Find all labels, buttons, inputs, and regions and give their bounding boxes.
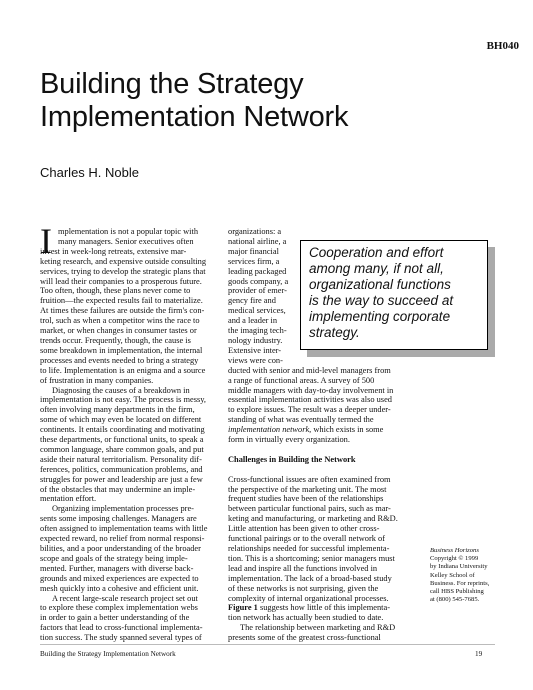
col1-line: many managers. Senior executives often bbox=[58, 236, 194, 246]
col2-line: between particular functional pairs, such as mar- bbox=[228, 504, 391, 514]
footer-rule bbox=[40, 644, 495, 645]
col1-line: Diagnosing the causes of a breakdown in bbox=[52, 385, 190, 395]
col2-line: presents some of the greatest cross-functional bbox=[228, 633, 381, 643]
col1-line: in order to gain a better understanding of the bbox=[40, 613, 190, 623]
pull-quote-line: strategy. bbox=[309, 325, 360, 340]
figure-reference: Figure 1 bbox=[228, 603, 258, 613]
col1-line: Organizing implementation processes pre- bbox=[52, 504, 194, 514]
col1-line: of the obstacles that may undermine an imple- bbox=[40, 484, 196, 494]
col1-line: factors that lead to cross-functional implementa- bbox=[40, 623, 203, 633]
col2-line: leading packaged bbox=[228, 266, 287, 276]
col2-line: functional pairings or to the overall network of bbox=[228, 534, 385, 544]
col2-line: relationships needed for successful implementa- bbox=[228, 544, 390, 553]
col2-line: Figure 1 suggests how little of this implementa- bbox=[228, 603, 390, 613]
spacer bbox=[228, 465, 408, 475]
col1-line: to life. Implementation is an enigma and a source bbox=[40, 365, 206, 375]
sidebar-line: Kelley School of bbox=[430, 571, 475, 579]
col1-line: often assigned to implementation teams with little bbox=[40, 524, 208, 534]
col1-line: Too often, though, these plans never come to bbox=[40, 286, 191, 296]
col1-line: aside their natural territorialism. Personality dif- bbox=[40, 454, 202, 464]
col1-line: implementation is not easy. The process is messy, bbox=[40, 395, 206, 405]
document-code: BH040 bbox=[486, 40, 519, 52]
col2-line: provider of emer- bbox=[228, 286, 287, 296]
col2-line: a range of functional areas. A survey of 500 bbox=[228, 375, 375, 385]
col1-line: will lead their companies to a prosperous future. bbox=[40, 276, 202, 286]
author-name: Charles H. Noble bbox=[40, 165, 139, 180]
col2-line: keting and manufacturing, or marketing and R&D. bbox=[228, 514, 398, 524]
sidebar-line: at (800) 545-7685. bbox=[430, 596, 480, 604]
col2-line: national airline, a bbox=[228, 236, 287, 246]
col1-line: keting research, and expensive outside consulting bbox=[40, 256, 207, 266]
col2-line: standing of what was eventually termed the bbox=[228, 415, 374, 425]
col2-line: Cross-functional issues are often examined from bbox=[228, 474, 391, 484]
col1-line: grounds and mixed experiences are expected to bbox=[40, 573, 199, 583]
col2-line: organizations: a bbox=[228, 227, 282, 236]
col2-line: The relationship between marketing and R&D bbox=[240, 623, 396, 633]
col1-line: market, or when changes in consumer tastes or bbox=[40, 326, 197, 336]
col2-line: nology industry. bbox=[228, 335, 283, 345]
col2-line: form in virtually every organization. bbox=[228, 435, 350, 445]
sidebar-journal: Business Horizons bbox=[430, 547, 479, 554]
col1-line: fruition—the expected results fail to materialize. bbox=[40, 296, 203, 306]
col2-line: tion network has actually been studied to date. bbox=[228, 613, 384, 623]
italic-term: implementation network, bbox=[228, 425, 312, 435]
col2-line: ducted with senior and mid-level managers from bbox=[228, 365, 391, 375]
col1-line: some breakdown in implementation, the internal bbox=[40, 345, 203, 355]
col1-line: mentation effort. bbox=[40, 494, 97, 504]
col2-line: of these networks is not surprising, given the bbox=[228, 583, 379, 593]
running-footer: Building the Strategy Implementation Network bbox=[40, 650, 176, 658]
col2-line: views were con- bbox=[228, 355, 283, 365]
col2-line: lead and inspire all the functions involved in bbox=[228, 563, 378, 573]
pull-quote bbox=[300, 240, 488, 350]
col1-line: bilities, and a poor understanding of the broader bbox=[40, 544, 201, 553]
col2-line: the perspective of the marketing unit. The most bbox=[228, 484, 387, 494]
col1-line: processes and events needed to bring a strategy bbox=[40, 355, 199, 365]
col1-line: common language, share common goals, and put bbox=[40, 444, 204, 454]
col1-line: mesh quickly into a cohesive and efficient unit. bbox=[40, 583, 199, 593]
col2-line: middle managers with day-to-day involvement in bbox=[228, 385, 394, 395]
col1-line: mented. Further, managers with diverse back- bbox=[40, 563, 194, 573]
col2-line: the imaging tech- bbox=[228, 326, 287, 336]
page-number: 19 bbox=[475, 650, 483, 658]
col2-line: implementation network, which exists in some bbox=[228, 425, 384, 435]
article-title bbox=[40, 68, 348, 134]
sidebar-line: Business. For reprints, bbox=[430, 579, 490, 587]
body-column-1 bbox=[40, 221, 220, 643]
col1-line: of frustration in many companies. bbox=[40, 375, 154, 385]
pull-quote-line: implementing corporate bbox=[309, 309, 451, 324]
col2-line: goods company, a bbox=[228, 276, 289, 286]
col1-line: mplementation is not a popular topic with bbox=[58, 227, 199, 236]
col2-line: Extensive inter- bbox=[228, 345, 282, 355]
pull-quote-line: among many, if not all, bbox=[309, 261, 444, 276]
section-heading: Challenges in Building the Network bbox=[228, 454, 356, 464]
col1-line: At times these failures are outside the firm's con- bbox=[40, 306, 205, 316]
col1-line: some of which may even be located on different bbox=[40, 415, 202, 425]
col2-line: complexity of internal organizational processes. bbox=[228, 593, 389, 603]
col1-line: struggles for power and leadership are just a few bbox=[40, 474, 203, 484]
col1-line: A recent large-scale research project set out bbox=[52, 593, 198, 603]
col1-line: often involving many departments in the firm, bbox=[40, 405, 195, 415]
col2-line: implementation. The lack of a broad-based study bbox=[228, 573, 392, 583]
col1-line: continents. It entails coordinating and motivating bbox=[40, 425, 205, 435]
copyright-sidebar bbox=[430, 547, 520, 604]
col1-line: ferences, politics, communication problems, and bbox=[40, 464, 203, 474]
col1-line: tion success. The study spanned several types of bbox=[40, 633, 202, 643]
col2-line: essential implementation activities was also used bbox=[228, 395, 392, 405]
title-line-2: Implementation Network bbox=[40, 101, 349, 133]
col2-line: frequent studies have been of the relationships bbox=[228, 494, 384, 504]
col1-line: trends occur. Frequently, though, the cause is bbox=[40, 335, 191, 345]
col1-line: these departments, or functional units, to speak a bbox=[40, 435, 204, 445]
col2-line: tion. This is a shortcoming; senior managers must bbox=[228, 553, 395, 563]
col1-line: sents some imposing challenges. Managers are bbox=[40, 514, 197, 524]
spacer bbox=[228, 445, 408, 455]
col1-line: services, trying to develop the strategic plans that bbox=[40, 266, 206, 276]
col2-line: major financial bbox=[228, 246, 279, 256]
title-line-1: Building the Strategy bbox=[40, 68, 304, 100]
col2-line: gency fire and bbox=[228, 296, 276, 306]
col1-line: scope and goals of the strategy being imple- bbox=[40, 553, 188, 563]
sidebar-line: call HBS Publishing bbox=[430, 588, 484, 596]
drop-cap: I bbox=[40, 221, 52, 261]
col2-line: medical services, bbox=[228, 306, 286, 316]
pull-quote-line: is the way to succeed at bbox=[309, 293, 454, 308]
col2-line: and a leader in bbox=[228, 316, 278, 326]
sidebar-line: by Indiana University bbox=[430, 563, 488, 571]
col2-line: Little attention has been given to other cross- bbox=[228, 524, 380, 534]
col2-line: services firm, a bbox=[228, 256, 280, 266]
col1-line: trol, such as when a competitor wins the race to bbox=[40, 316, 200, 326]
sidebar-line: Copyright © 1999 bbox=[430, 555, 479, 563]
col1-line: to explore these complex implementation webs bbox=[40, 603, 198, 613]
pull-quote-line: Cooperation and effort bbox=[309, 245, 444, 260]
col2-line: to explore issues. The result was a deeper under- bbox=[228, 405, 391, 415]
col1-line: invest in week-long retreats, extensive mar- bbox=[40, 246, 187, 256]
col1-line: expected reward, no relief from normal responsi- bbox=[40, 534, 205, 544]
pull-quote-line: organizational functions bbox=[309, 277, 451, 292]
